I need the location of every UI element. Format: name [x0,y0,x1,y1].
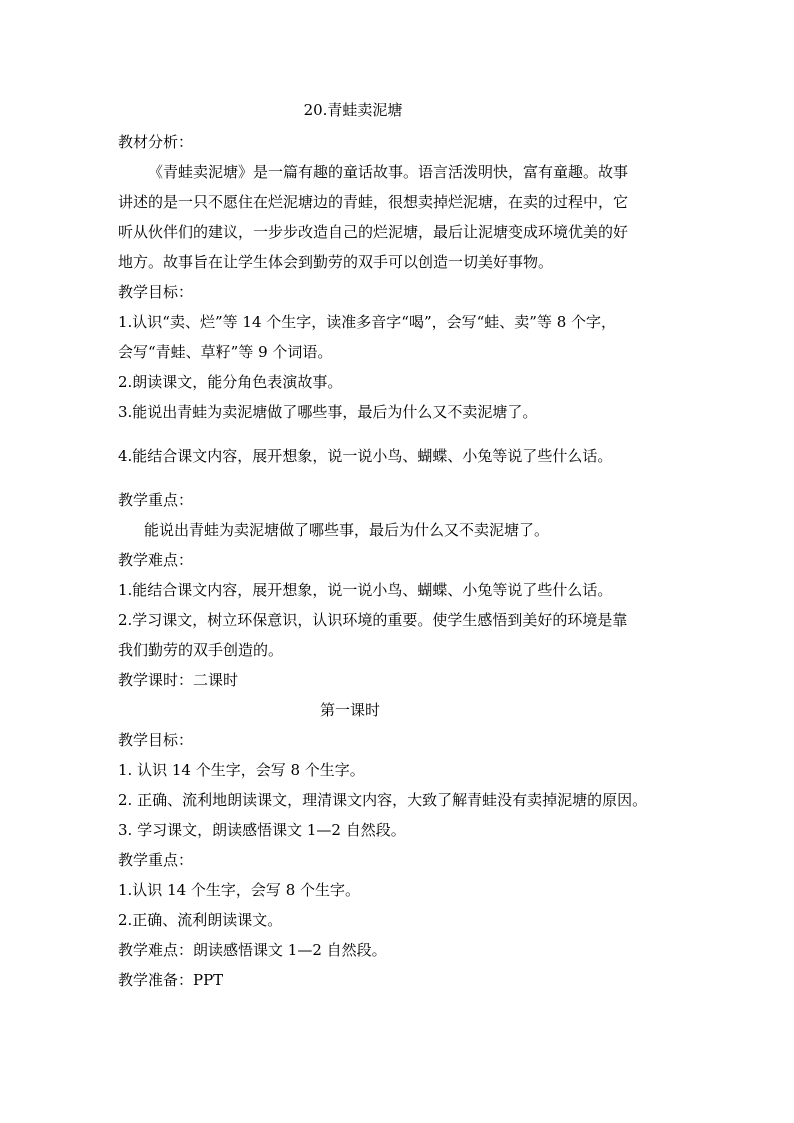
heading-material-analysis: 教材分析： [118,133,194,151]
heading-teaching-goals: 教学目标： [118,283,194,301]
list-item: 4.能结合课文内容，展开想象，说一说小鸟、蝴蝶、小兔等说了些什么话。 [118,447,613,465]
heading-difficulties: 教学难点： [118,551,194,569]
heading-key-points: 教学重点： [118,491,194,509]
heading-key-points: 教学重点： [118,851,194,869]
preparation-line: 教学准备：PPT [118,971,224,989]
list-item: 1. 认识 14 个生字，会写 8 个生字。 [118,761,365,779]
teaching-hours: 教学课时：二课时 [118,671,239,689]
paragraph-line: 能说出青蛙为卖泥塘做了哪些事，最后为什么又不卖泥塘了。 [144,521,550,539]
list-item: 2.学习课文，树立环保意识，认识环境的重要。使学生感悟到美好的环境是靠 [118,611,628,629]
paragraph-line: 讲述的是一只不愿住在烂泥塘边的青蛙，很想卖掉烂泥塘，在卖的过程中，它 [118,193,629,211]
heading-teaching-goals: 教学目标： [118,731,194,749]
difficulties-line: 教学难点：朗读感悟课文 1—2 自然段。 [118,941,387,959]
list-item: 2. 正确、流利地朗读课文，理清课文内容，大致了解青蛙没有卖掉泥塘的原因。 [118,791,648,809]
paragraph-line: 《青蛙卖泥塘》是一篇有趣的童话故事。语言活泼明快，富有童趣。故事 [148,163,629,181]
list-item: 3. 学习课文，朗读感悟课文 1—2 自然段。 [118,821,406,839]
document-body [118,100,698,1000]
list-item: 2.正确、流利朗读课文。 [118,911,283,929]
list-item-continuation: 会写“青蛙、草籽”等 9 个词语。 [118,343,333,361]
paragraph-line: 听从伙伴们的建议，一步步改造自己的烂泥塘，最后让泥塘变成环境优美的好 [118,223,629,241]
section-heading-first-lesson: 第一课时 [319,701,380,719]
list-item: 1.认识 14 个生字，会写 8 个生字。 [118,881,361,899]
list-item: 1.能结合课文内容，展开想象，说一说小鸟、蝴蝶、小兔等说了些什么话。 [118,581,613,599]
list-item: 2.朗读课文，能分角色表演故事。 [118,373,343,391]
paragraph-line: 地方。故事旨在让学生体会到勤劳的双手可以创造一切美好事物。 [118,253,554,271]
list-item-continuation: 我们勤劳的双手创造的。 [118,641,284,659]
list-item: 3.能说出青蛙为卖泥塘做了哪些事，最后为什么又不卖泥塘了。 [118,403,538,421]
lesson-title: 20.青蛙卖泥塘 [303,101,403,119]
list-item: 1.认识“卖、烂”等 14 个生字，读准多音字“喝”，会写“蛙、卖”等 8 个字， [118,313,617,331]
